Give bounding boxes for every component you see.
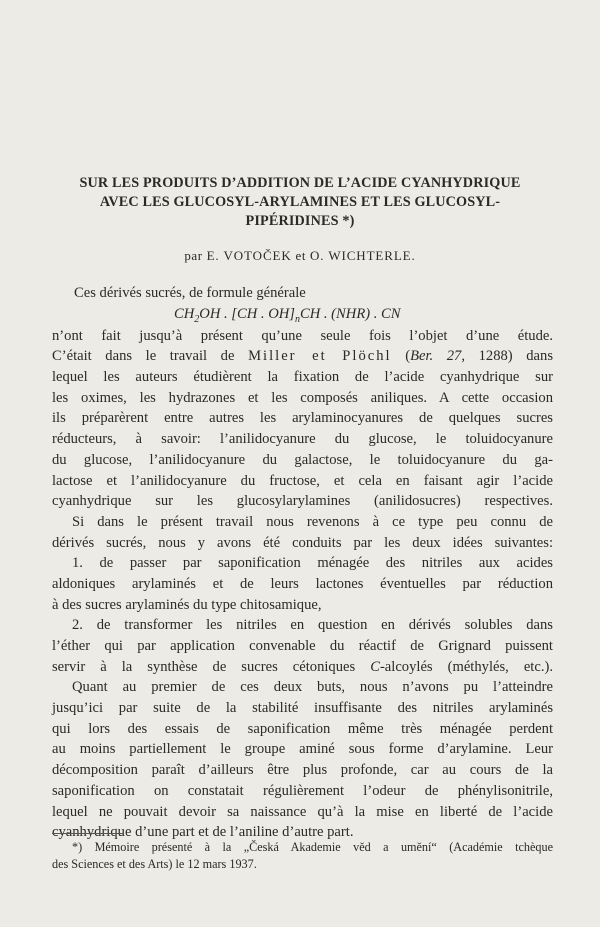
paragraph-3	[52, 677, 553, 843]
text-line: saponification on constatait régulièrement l’odeur de phénylisonitrile,	[52, 782, 553, 799]
cited-authors: Miller et Plöchl	[248, 348, 392, 365]
footnote-rule	[52, 833, 124, 834]
text-line: aldoniques arylaminés et de leurs lactones éventuelles par réduction	[52, 575, 553, 592]
title-line-1: SUR LES PRODUITS D’ADDITION DE L’ACIDE CYANHYDRIQUE	[79, 175, 521, 191]
text-line: réducteurs, à savoir: l’anilidocyanure du glucose, le toluidocyanure	[52, 431, 553, 448]
text-line: cyanhydrique d’une part et de l’aniline d’autre part.	[52, 824, 354, 841]
text-line: Quant au premier de ces deux buts, nous n’avons pu l’atteindre	[72, 679, 553, 696]
general-formula: $CH_2OH$ . [CH . $OH]_nCH$ . (NHR) . CN	[174, 305, 401, 325]
list-item-2: 2. de transformer les nitriles en question en dérivés solubles dans	[72, 617, 553, 634]
text-line: dérivés sucrés, nous y avons été conduits par les deux idées suivantes:	[52, 534, 553, 551]
text-line: ils préparèrent entre autres les arylaminocyanures de quelques sucres	[52, 410, 553, 427]
footnote-line-2: des Sciences et des Arts) le 12 mars 1937.	[52, 857, 257, 871]
text-line: lactose et l’anilidocyanure du fructose, et cela en faisant agir l’acide	[52, 472, 553, 489]
text-line: les oximes, les hydrazones et les composés aniliques. A cette occasion	[52, 389, 553, 406]
citation-journal: Ber. 27,	[410, 348, 466, 365]
article-body	[52, 283, 553, 843]
text-line: servir à la synthèse de sucres cétoniques C-alcoylés (méthylés, etc.).	[52, 658, 553, 675]
text-line: Si dans le présent travail nous revenons à ce type peu connu de	[72, 513, 553, 530]
text-line: à des sucres arylaminés du type chitosamique,	[52, 596, 322, 613]
text-line: jusqu’ici par suite de la stabilité insuffisante des nitriles arylaminés	[52, 700, 553, 717]
title-line-3: PIPÉRIDINES *)	[245, 213, 355, 229]
text-line: C’était dans le travail de Miller et Plöchl (Ber. 27, 1288) dans	[52, 348, 554, 365]
text-line: du glucose, l’anilidocyanure du galactose, le toluidocyanure du ga-	[52, 451, 553, 468]
author-par: par	[184, 248, 203, 263]
footnote-line-1: *) Mémoire présenté à la „Česká Akademie věd a umění“ (Académie tchèque	[72, 840, 553, 854]
text-line: qui lors des essais de saponification même très ménagée perdent	[52, 720, 553, 737]
italic-c: C	[370, 658, 380, 675]
author-name-1: E. VOTOČEK	[206, 248, 292, 263]
article-title	[40, 174, 560, 231]
text-line: au moins partiellement le groupe aminé sous forme d’arylamine. Leur	[52, 741, 553, 758]
text-line: cyanhydrique sur les glucosylarylamines (anilidosucres) respectives.	[52, 493, 553, 510]
intro-line: Ces dérivés sucrés, de formule générale	[74, 285, 306, 301]
text-line: lequel ne pouvait devoir sa naissance qu’à la mise en liberté de l’acide	[52, 803, 553, 820]
paragraph-1	[52, 326, 553, 512]
list-item-1: 1. de passer par saponification ménagée des nitriles aux acides	[72, 555, 553, 572]
paragraph-2	[52, 512, 553, 678]
author-name-2: O. WICHTERLE.	[309, 248, 416, 263]
text-line: lequel les auteurs étudièrent la fixation de l’acide cyanhydrique sur	[52, 369, 553, 386]
text-line: l’éther qui par application convenable du réactif de Grignard puissent	[52, 638, 553, 654]
title-line-2: AVEC LES GLUCOSYL-ARYLAMINES ET LES GLUCOSYL-	[99, 194, 501, 210]
text-line: n’ont fait jusqu’à présent qu’une seule fois l’objet d’une étude.	[52, 327, 553, 344]
author-line	[40, 248, 560, 264]
author-et: et	[295, 248, 307, 263]
footnote	[52, 839, 553, 873]
text-line: décomposition paraît d’ailleurs être plus profonde, car au cours de la	[52, 762, 553, 779]
